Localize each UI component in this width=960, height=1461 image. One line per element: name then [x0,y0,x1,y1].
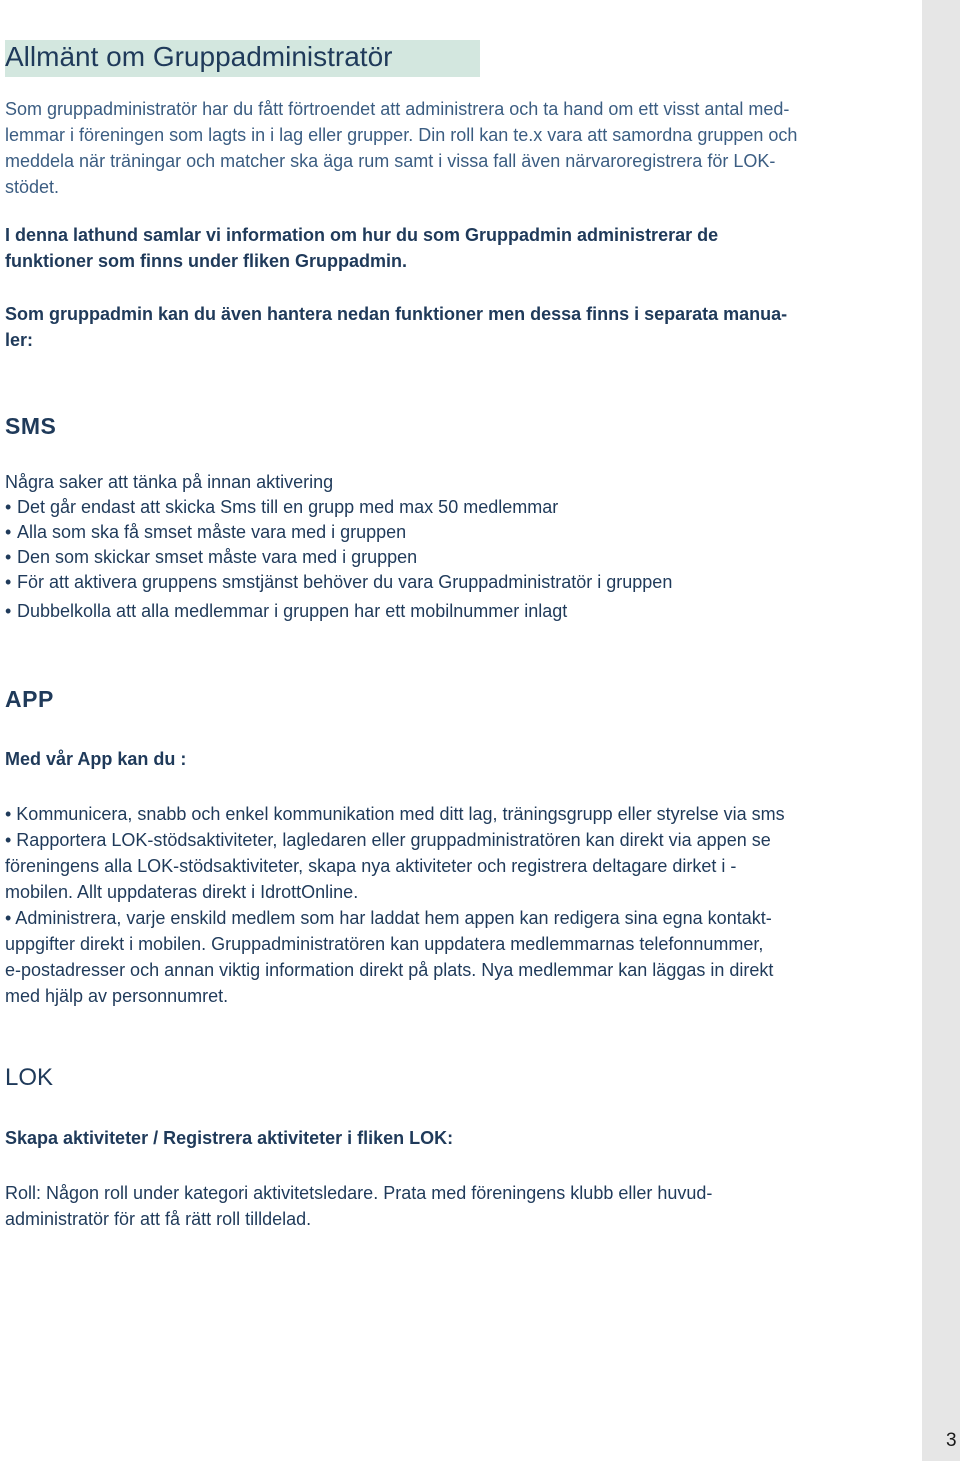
list-item [5,598,672,623]
list-item-text: Den som skickar smset måste vara med i gruppen [17,547,418,567]
sms-heading: SMS [5,413,57,439]
app-line: föreningens alla LOK-stödsaktiviteter, skapa nya aktiviteter och registrera deltagare dirket i - [5,856,737,876]
separate-line: ler: [5,330,34,350]
lok-heading: LOK [5,1064,54,1091]
list-item-text: Det går endast att skicka Sms till en grupp med max 50 medlemmar [17,497,559,517]
lok-subheading-text: Skapa aktiviteter / Registrera aktiviteter i fliken LOK: [5,1128,454,1148]
separate-line: Som gruppadmin kan du även hantera nedan funktioner men dessa finns i separata manua- [5,304,788,324]
app-paragraph [5,801,785,1009]
lok-subheading [5,1125,453,1151]
lathund-line: I denna lathund samlar vi information om hur du som Gruppadmin administrerar de [5,225,719,245]
sms-intro-text: Några saker att tänka på innan aktivering [5,472,334,492]
lathund-paragraph [5,222,718,274]
app-line: • Kommunicera, snabb och enkel kommunikation med ditt lag, träningsgrupp eller styrelse via sms [5,804,785,824]
lok-line: administratör för att få rätt roll tilldelad. [5,1209,312,1229]
bullet-icon: • [5,572,12,592]
page-number: 3 [946,1430,957,1451]
page-title: Allmänt om Gruppadministratör [5,41,393,72]
app-subheading [5,746,186,772]
bullet-icon: • [5,547,12,567]
app-line: • Administrera, varje enskild medlem som har laddat hem appen kan redigera sina egna kontakt- [5,908,772,928]
app-line: uppgifter direkt i mobilen. Gruppadministratören kan uppdatera medlemmarnas telefonnummer, [5,934,764,954]
lok-paragraph [5,1180,712,1232]
list-item [5,519,672,544]
list-item-text: Alla som ska få smset måste vara med i gruppen [17,522,407,542]
app-heading: APP [5,686,54,712]
bullet-icon: • [5,497,12,517]
list-item-text: Dubbelkolla att alla medlemmar i gruppen har ett mobilnummer inlagt [17,601,568,621]
list-item [5,544,672,569]
intro-line: lemmar i föreningen som lagts in i lag eller grupper. Din roll kan te.x vara att samordna gruppen och [5,125,798,145]
intro-paragraph [5,96,797,200]
bullet-icon: • [5,601,12,621]
app-line: med hjälp av personnumret. [5,986,229,1006]
app-line: mobilen. Allt uppdateras direkt i IdrottOnline. [5,882,359,902]
sms-bullet-list [5,494,672,623]
lok-line: Roll: Någon roll under kategori aktivitetsledare. Prata med föreningens klubb eller huvud- [5,1183,713,1203]
intro-line: stödet. [5,177,60,197]
separate-manuals-paragraph [5,301,787,353]
page-gutter [922,0,960,1461]
bullet-icon: • [5,522,12,542]
intro-line: meddela när träningar och matcher ska äga rum samt i vissa fall även närvaroregistrera för LOK- [5,151,776,171]
app-line: e-postadresser och annan viktig information direkt på plats. Nya medlemmar kan läggas in direkt [5,960,774,980]
sms-intro [5,469,333,495]
list-item [5,494,672,519]
app-subheading-text: Med vår App kan du : [5,749,187,769]
list-item-text: För att aktivera gruppens smstjänst behöver du vara Gruppadministratör i gruppen [17,572,673,592]
app-line: • Rapportera LOK-stödsaktiviteter, lagledaren eller gruppadministratören kan direkt via appen se [5,830,771,850]
list-item [5,569,672,598]
lathund-line: funktioner som finns under fliken Gruppadmin. [5,251,408,271]
intro-line: Som gruppadministratör har du fått förtroendet att administrera och ta hand om ett visst antal med- [5,99,790,119]
